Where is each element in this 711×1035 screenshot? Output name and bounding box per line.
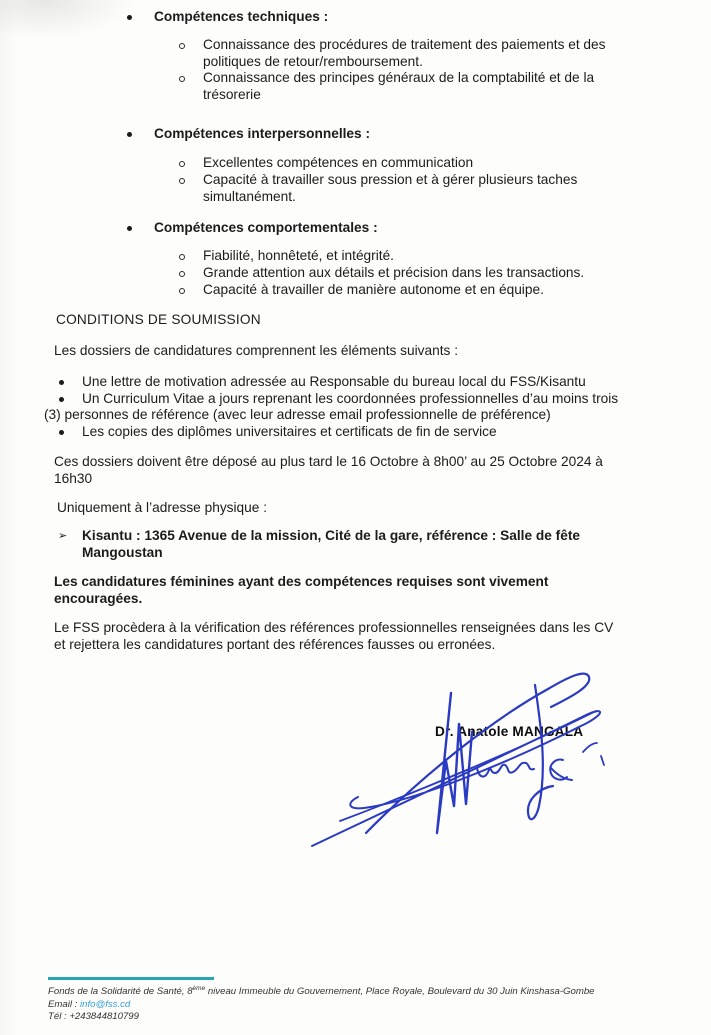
circle-bullet-icon <box>179 254 185 260</box>
circle-bullet-icon <box>179 76 185 82</box>
address-item <box>58 528 580 561</box>
bullet-icon <box>59 380 64 385</box>
list-item-text <box>203 248 394 265</box>
address-line: Mangoustan <box>82 544 163 560</box>
paragraph-line: et rejettera les candidatures portant des références fausses ou erronées. <box>54 636 496 652</box>
footer-rule <box>48 977 214 980</box>
list-item-text <box>203 172 577 205</box>
list-item <box>179 248 394 265</box>
list-item-text <box>203 155 473 172</box>
list-item-line: Les copies des diplômes universitaires et certificats de fin de service <box>82 424 497 439</box>
list-item-line: trésorerie <box>203 86 261 102</box>
paragraph-line: Le FSS procèdera à la vérification des références professionnelles renseignées dans les CV <box>54 620 614 635</box>
circle-bullet-icon <box>179 288 185 294</box>
circle-bullet-icon <box>179 43 185 49</box>
list-item <box>59 391 618 408</box>
list-item-text <box>203 70 594 103</box>
competence-heading <box>127 220 378 237</box>
list-item-text <box>203 282 544 299</box>
footer-email-label: Email : <box>48 998 80 1010</box>
list-item-text <box>203 265 584 282</box>
address-line: Kisantu : 1365 Avenue de la mission, Cité de la gare, référence : Salle de fête <box>82 528 581 543</box>
list-item <box>179 172 577 205</box>
list-item <box>179 155 473 172</box>
competence-heading-label: Compétences comportementales : <box>154 220 378 235</box>
paragraph-line: Les candidatures féminines ayant des compétences requises sont vivement <box>54 574 549 589</box>
circle-bullet-icon <box>179 271 185 277</box>
deadline-paragraph <box>54 454 603 487</box>
list-item <box>59 424 497 441</box>
section-heading: CONDITIONS DE SOUMISSION <box>56 312 261 327</box>
list-item-text <box>203 37 606 70</box>
competence-heading <box>127 126 370 143</box>
list-item-line: Capacité à travailler sous pression et à gérer plusieurs taches <box>203 172 578 187</box>
paragraph-line: encouragées. <box>54 590 143 606</box>
address-intro: Uniquement à l’adresse physique : <box>57 500 267 515</box>
footer-phone: Tél : +243844810799 <box>48 1011 139 1022</box>
list-item-line: Connaissance des principes généraux de la comptabilité et de la <box>203 70 595 85</box>
circle-bullet-icon <box>179 178 185 184</box>
footer-rule-bar <box>48 977 214 980</box>
footer-address-superscript: ème <box>192 985 206 992</box>
signatory-name: Dr. Anatole MANGALA <box>435 724 584 739</box>
list-item-line: Un Curriculum Vitae a jours reprenant les coordonnées professionnelles d’au moins trois <box>82 391 619 406</box>
intro-paragraph: Les dossiers de candidatures comprennent les éléments suivants : <box>54 343 459 358</box>
circle-bullet-icon <box>179 161 185 167</box>
list-item <box>59 374 586 391</box>
competence-heading-label: Compétences techniques : <box>154 9 329 24</box>
footer-address-rest: niveau Immeuble du Gouvernement, Place Royale, Boulevard du 30 Juin Kinshasa-Gombe <box>205 986 595 998</box>
paragraph-line: Ces dossiers doivent être déposé au plus tard le 16 Octobre à 8h00’ au 25 Octobre 2024 à <box>54 454 603 469</box>
list-item <box>179 70 594 103</box>
bullet-icon <box>59 397 64 402</box>
address-text <box>82 528 580 561</box>
footer-address-line <box>48 983 595 999</box>
list-item <box>179 265 584 282</box>
list-item-line: Connaissance des procédures de traitement des paiements et des <box>203 37 606 52</box>
footer-email-line <box>48 999 595 1011</box>
footer-email-link[interactable]: info@fss.cd <box>80 998 131 1010</box>
signature-ink <box>298 660 620 865</box>
arrow-bullet-icon: ➢ <box>58 530 68 542</box>
list-item <box>179 37 606 70</box>
signature-block <box>298 660 620 865</box>
list-item-line: Capacité à travailler de manière autonome et en équipe. <box>203 282 544 297</box>
bullet-icon <box>127 132 132 137</box>
list-item-line: politiques de retour/remboursement. <box>203 53 423 69</box>
list-item-line: simultanément. <box>203 188 296 204</box>
list-item-line: Excellentes compétences en communication <box>203 155 474 170</box>
list-item-line: Une lettre de motivation adressée au Responsable du bureau local du FSS/Kisantu <box>82 374 586 389</box>
encouragement-paragraph <box>54 574 548 607</box>
paragraph-line: 16h30 <box>54 470 93 486</box>
list-item <box>179 282 544 299</box>
list-item-line: Fiabilité, honnêteté, et intégrité. <box>203 248 394 263</box>
footer-address-prefix: Fonds de la Solidarité de Santé, 8 <box>48 986 193 998</box>
signature-strokes <box>312 674 604 846</box>
list-item-line: Grande attention aux détails et précision dans les transactions. <box>203 265 585 280</box>
footer <box>48 983 595 1023</box>
verification-paragraph <box>54 620 613 653</box>
bullet-icon <box>127 226 132 231</box>
list-item-continuation: (3) personnes de référence (avec leur adresse email professionnelle de préférence) <box>44 407 551 422</box>
competence-heading <box>127 9 328 26</box>
bullet-icon <box>127 15 132 20</box>
bullet-icon <box>59 430 64 435</box>
competence-heading-label: Compétences interpersonnelles : <box>154 126 371 141</box>
